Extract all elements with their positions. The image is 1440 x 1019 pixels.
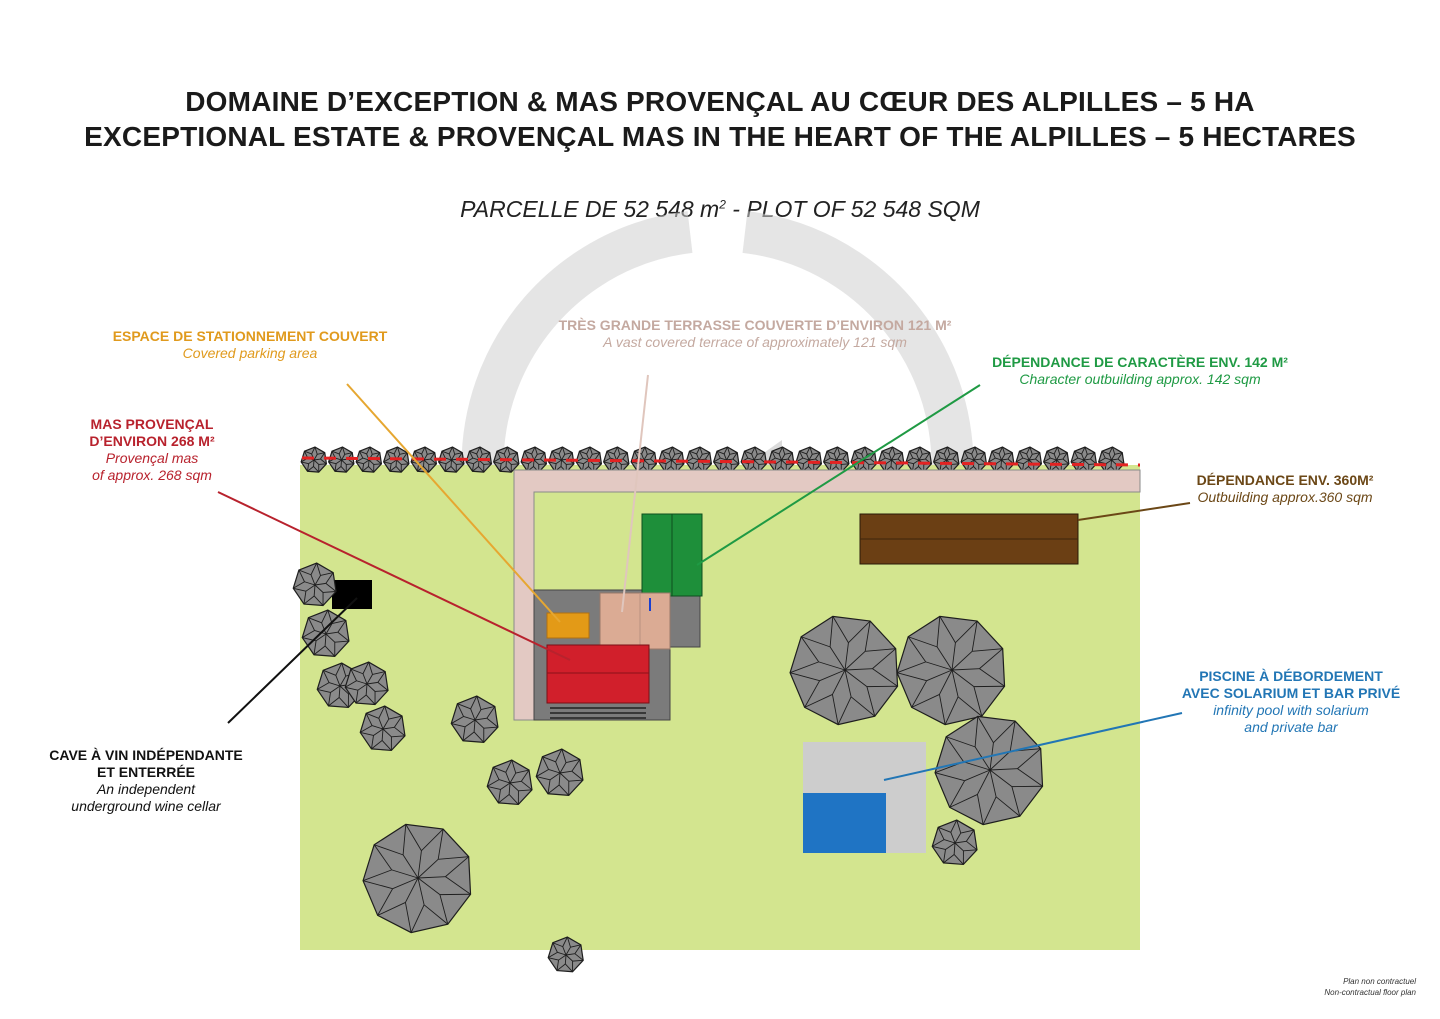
label-outbuilding-142-fr: DÉPENDANCE DE CARACTÈRE ENV. 142 M² [992, 354, 1288, 370]
wine-cellar [332, 580, 372, 609]
hedge-shrub [741, 447, 766, 472]
infinity-pool [803, 793, 886, 853]
hedge-shrub [714, 447, 739, 472]
label-covered-terrace-fr: TRÈS GRANDE TERRASSE COUVERTE D’ENVIRON 121 M² [558, 317, 952, 333]
label-wine-cellar-en-1: An independent [96, 781, 196, 797]
hedge-shrub [1099, 447, 1124, 472]
hedge-shrub [769, 447, 794, 472]
hedge-shrub [989, 447, 1014, 472]
label-infinity-pool-fr-1: PISCINE À DÉBORDEMENT [1199, 668, 1383, 684]
label-covered-terrace-en: A vast covered terrace of approximately 121 sqm [603, 334, 907, 350]
disclaimer-en: Non-contractual floor plan [1324, 988, 1416, 997]
disclaimer [1324, 976, 1416, 998]
label-covered-parking [100, 328, 400, 362]
label-infinity-pool-fr-2: AVEC SOLARIUM ET BAR PRIVÉ [1181, 685, 1401, 701]
label-outbuilding-142 [970, 354, 1310, 388]
label-infinity-pool-en-2: and private bar [1244, 719, 1338, 735]
label-provencal-mas-fr-2: D’ENVIRON 268 M² [89, 433, 215, 449]
subtitle-superscript: 2 [719, 197, 726, 212]
covered-terrace [600, 593, 670, 649]
covered-parking [547, 613, 589, 638]
label-wine-cellar-fr-2: ET ENTERRÉE [96, 764, 195, 780]
hedge-shrub [796, 447, 821, 472]
subtitle-part-1: PARCELLE DE 52 548 m [460, 196, 720, 222]
hedge-shrub [879, 447, 904, 472]
label-provencal-mas-en-2: of approx. 268 sqm [92, 467, 212, 483]
page-title-english: EXCEPTIONAL ESTATE & PROVENÇAL MAS IN THE HEART OF THE ALPILLES – 5 HECTARES [84, 121, 1356, 152]
hedge-shrub [686, 447, 711, 472]
disclaimer-fr: Plan non contractuel [1343, 977, 1416, 986]
label-wine-cellar-fr-1: CAVE À VIN INDÉPENDANTE [49, 747, 243, 763]
hedge-shrub [961, 447, 986, 472]
label-wine-cellar [30, 747, 262, 815]
label-covered-parking-en: Covered parking area [182, 345, 318, 361]
hedge-shrub [1016, 447, 1041, 472]
label-provencal-mas-fr-1: MAS PROVENÇAL [90, 416, 214, 432]
label-outbuilding-142-en: Character outbuilding approx. 142 sqm [1019, 371, 1261, 387]
label-infinity-pool [1160, 668, 1422, 736]
label-covered-parking-fr: ESPACE DE STATIONNEMENT COUVERT [112, 328, 388, 344]
label-provencal-mas-en-1: Provençal mas [105, 450, 199, 466]
subtitle-part-2: - PLOT OF 52 548 SQM [725, 196, 980, 222]
label-infinity-pool-en-1: infinity pool with solarium [1213, 702, 1369, 718]
hedge-shrub [906, 447, 931, 472]
provencal-mas [547, 645, 649, 703]
page-title-french: DOMAINE D’EXCEPTION & MAS PROVENÇAL AU CŒUR DES ALPILLES – 5 HA [185, 86, 1255, 117]
label-outbuilding-360-fr: DÉPENDANCE ENV. 360M² [1196, 472, 1374, 488]
hedge-shrub [1044, 447, 1069, 472]
label-wine-cellar-en-2: underground wine cellar [71, 798, 221, 814]
hedge-shrub [934, 447, 959, 472]
hedge-shrub [1071, 447, 1096, 472]
hedge-shrub [824, 447, 849, 472]
label-outbuilding-360 [1170, 472, 1400, 506]
label-provencal-mas [52, 416, 252, 484]
label-covered-terrace [530, 317, 980, 351]
label-outbuilding-360-en: Outbuilding approx.360 sqm [1197, 489, 1373, 505]
